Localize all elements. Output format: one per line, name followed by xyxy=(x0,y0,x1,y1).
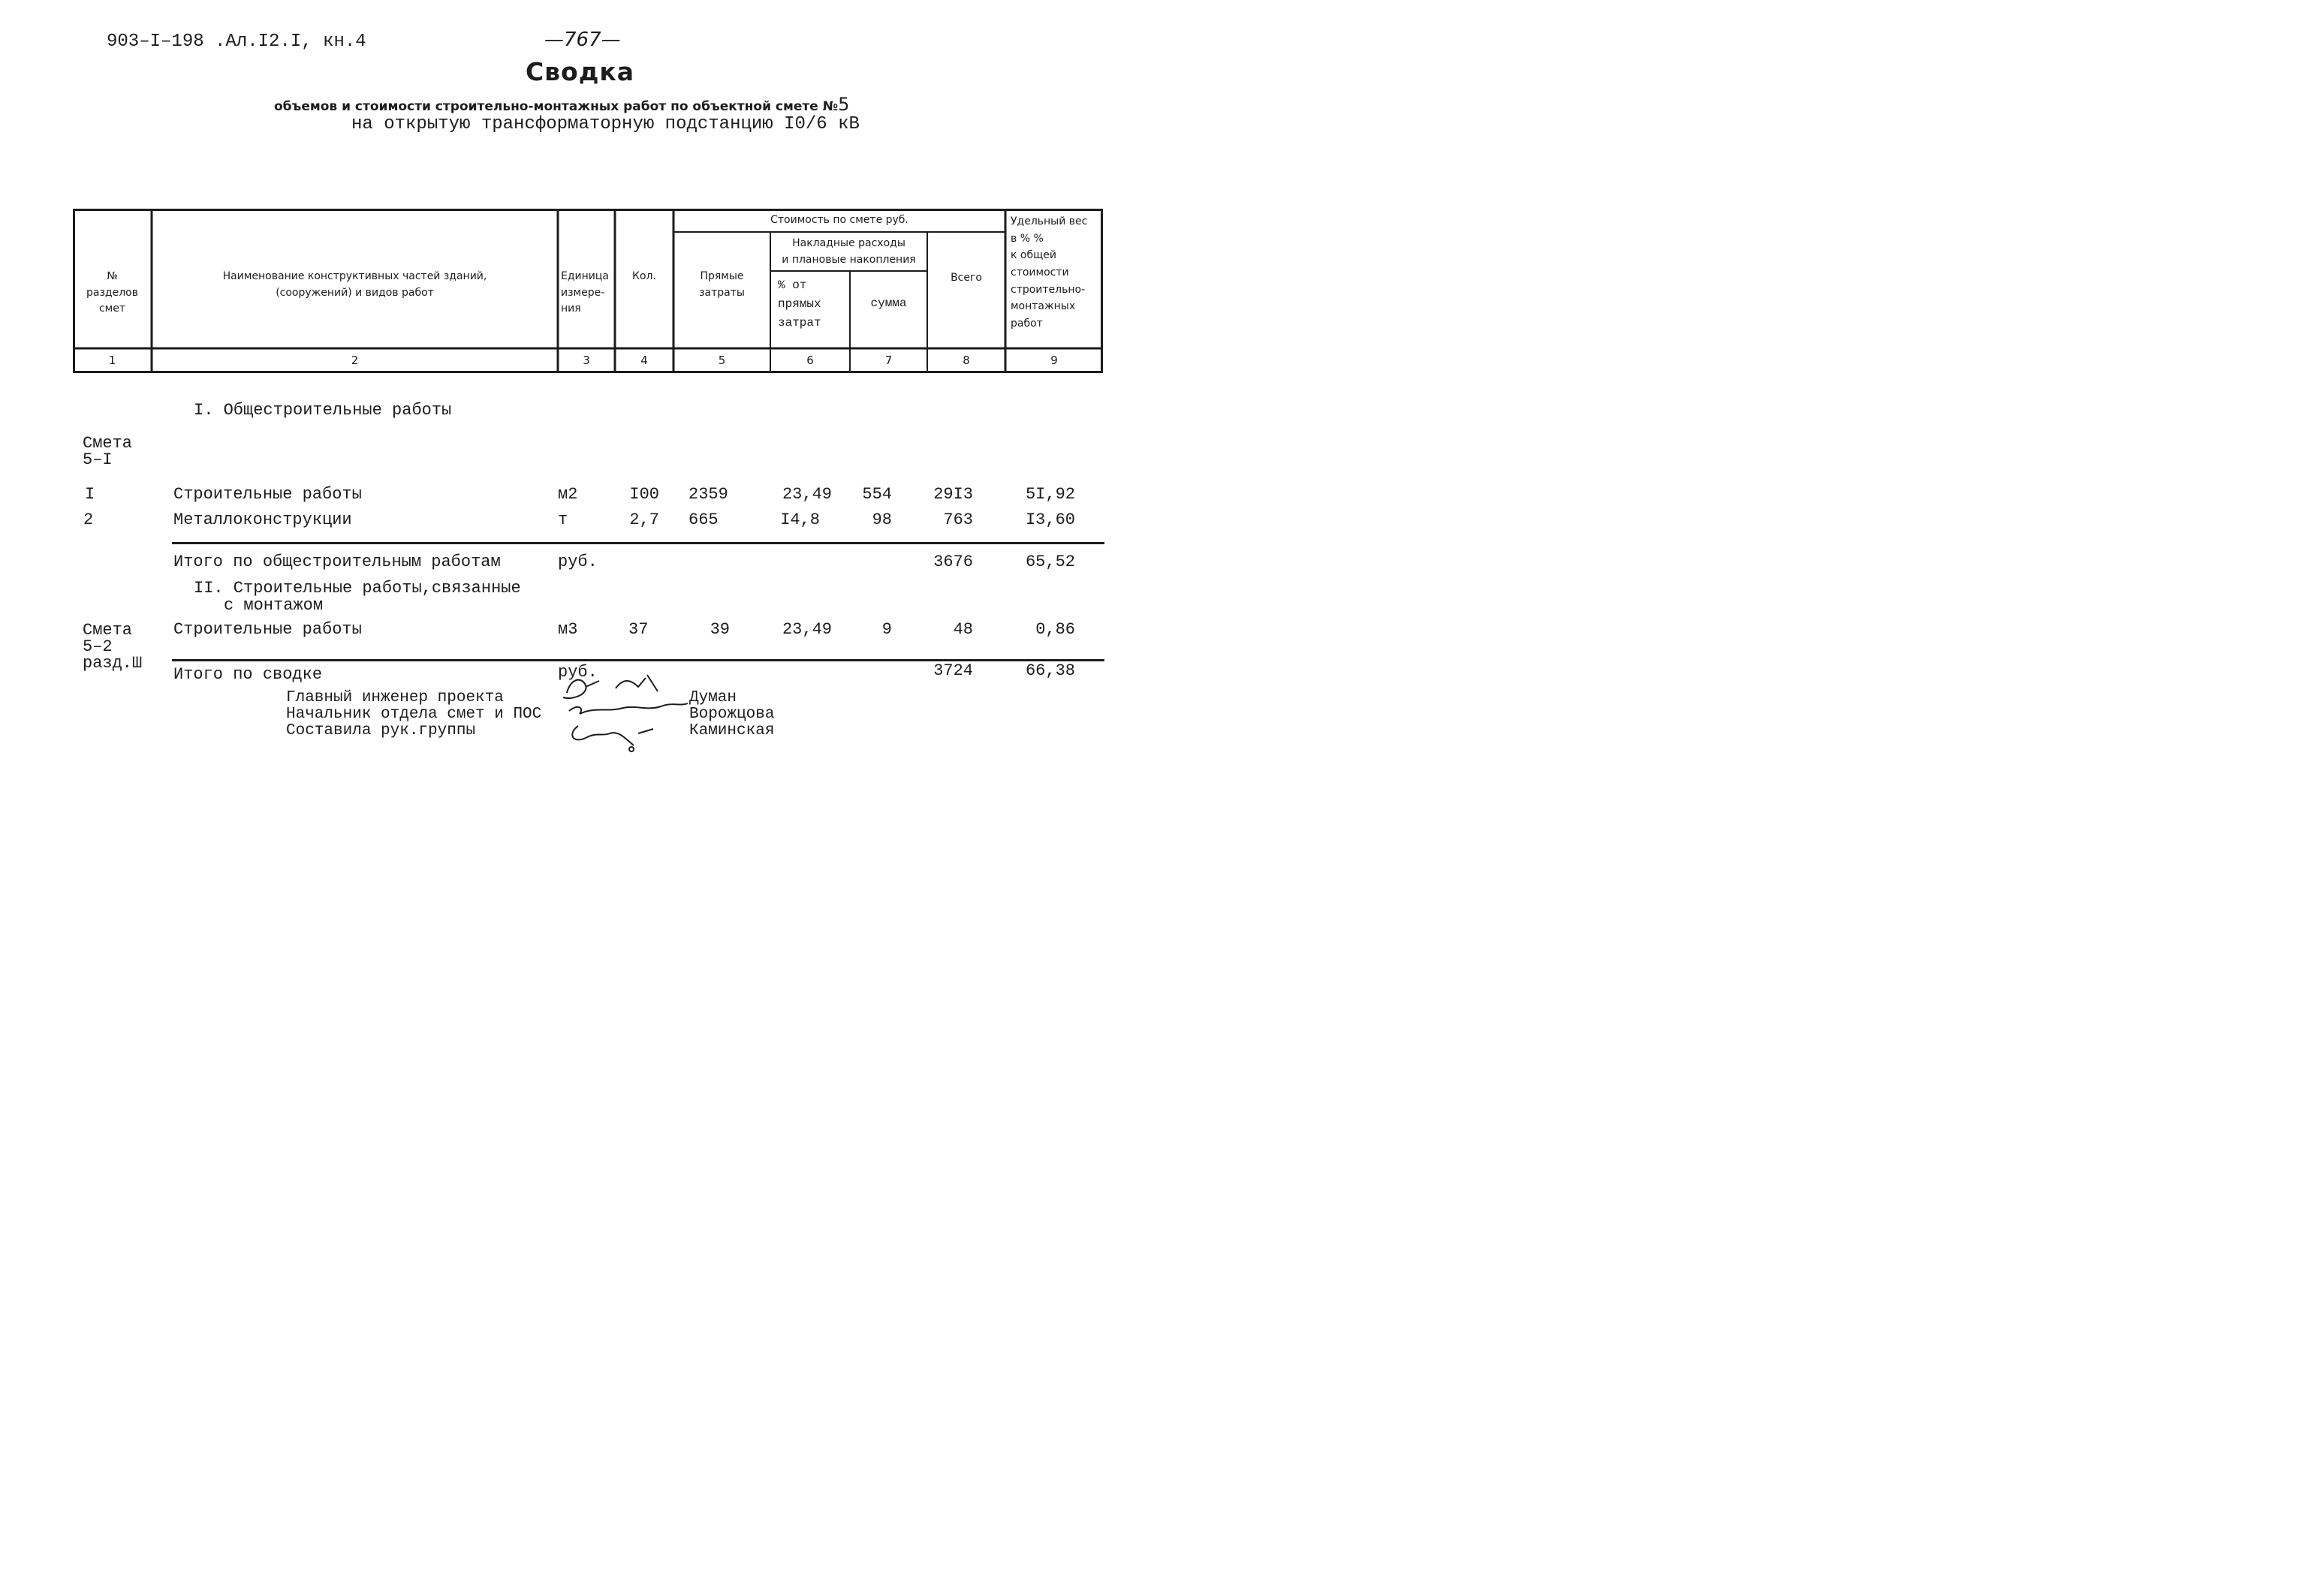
table-header xyxy=(73,209,1103,373)
col6-line: % от xyxy=(778,279,807,292)
row-qty: 2,7 xyxy=(629,510,659,529)
subtitle-text: объемов и стоимости строительно-монтажных работ по объектной смете № xyxy=(274,99,839,114)
row-total: 763 xyxy=(943,510,973,529)
row-total: 29I3 xyxy=(933,485,973,504)
subtitle-line-1 xyxy=(274,94,849,115)
col1-line: разделов xyxy=(86,286,138,299)
col5-line: Прямые xyxy=(700,270,744,282)
col-number: 1 xyxy=(108,354,116,367)
page-number: —767— xyxy=(544,29,621,51)
col9-line: монтажных xyxy=(1011,300,1076,313)
grand-total-unit: руб. xyxy=(558,663,598,682)
signature-role: Составила рук.группы xyxy=(286,722,476,739)
row-direct: 2359 xyxy=(688,485,728,504)
col-header-name xyxy=(152,269,558,301)
col-number: 7 xyxy=(884,354,893,367)
estimate-label-line: разд.Ш xyxy=(83,654,143,673)
grand-total-total: 3724 xyxy=(933,661,973,680)
section-1-title: I. Общестроительные работы xyxy=(194,401,452,420)
row-percent: I4,8 xyxy=(780,510,820,529)
col1-line: смет xyxy=(98,303,126,315)
signature-role: Главный инженер проекта xyxy=(286,689,504,706)
signature-names xyxy=(689,690,774,739)
row-sum: 9 xyxy=(881,620,892,639)
row-unit: м3 xyxy=(558,620,578,639)
col-number: 6 xyxy=(806,354,814,367)
subtotal-unit: руб. xyxy=(558,553,598,571)
col6-line: затрат xyxy=(778,315,821,330)
overhead-line: Накладные расходы xyxy=(792,237,905,249)
row-qty: I00 xyxy=(629,485,659,504)
signature-roles xyxy=(286,690,541,739)
row-no: I xyxy=(85,485,95,504)
estimate-number: 5 xyxy=(838,94,850,115)
col5-line: затраты xyxy=(699,286,745,299)
col-number: 5 xyxy=(718,354,726,367)
col1-line: № xyxy=(107,270,118,282)
page-title: Сводка xyxy=(525,57,635,86)
col-header-qty: Кол. xyxy=(632,270,656,282)
col-number: 3 xyxy=(583,354,590,367)
row-qty: 37 xyxy=(628,620,649,639)
col-header-share xyxy=(1011,213,1102,333)
col3-line: измере- xyxy=(561,286,605,299)
overhead-group-header xyxy=(770,236,927,268)
estimate-label-1 xyxy=(83,435,132,468)
col2-line: Наименование конструктивных частей зданий, xyxy=(222,270,487,282)
estimate-label-line: 5–I xyxy=(83,450,113,469)
row-percent: 23,49 xyxy=(782,485,832,504)
col9-line: Удельный вес xyxy=(1011,215,1088,227)
row-share: I3,60 xyxy=(1025,510,1075,529)
section-2-title-line-2: с монтажом xyxy=(224,596,324,615)
subtotal-rule xyxy=(172,542,1104,544)
col3-line: ния xyxy=(561,303,581,315)
col9-line: работ xyxy=(1011,318,1043,330)
row-unit: т xyxy=(558,510,568,529)
grand-total-name: Итого по сводке xyxy=(173,665,323,684)
col9-line: стоимости xyxy=(1011,267,1069,279)
subtotal-share: 65,52 xyxy=(1025,553,1075,571)
row-name: Строительные работы xyxy=(173,485,362,504)
grand-total-share: 66,38 xyxy=(1025,661,1075,680)
col-number: 9 xyxy=(1050,354,1058,367)
row-unit: м2 xyxy=(558,485,578,504)
handwritten-signatures-icon xyxy=(526,664,698,758)
cost-group-header: Стоимость по смете руб. xyxy=(770,214,908,226)
col-header-direct-costs xyxy=(673,269,770,301)
col3-line: Единица xyxy=(561,270,609,282)
col9-line: в % % xyxy=(1011,232,1044,245)
col-number: 2 xyxy=(351,354,359,367)
row-share: 0,86 xyxy=(1035,620,1075,639)
row-direct: 39 xyxy=(710,620,730,639)
col6-line: прямых xyxy=(778,297,821,311)
signature-name: Думан xyxy=(689,689,737,706)
col-number: 4 xyxy=(640,354,648,367)
subtotal-name: Итого по общестроительным работам xyxy=(173,553,501,571)
section-2-title: II. Строительные работы,связанные xyxy=(194,579,521,598)
row-name: Металлоконструкции xyxy=(173,510,352,529)
subtotal-total: 3676 xyxy=(933,553,973,571)
estimate-label-line: 5–2 xyxy=(83,637,113,656)
estimate-label-2 xyxy=(83,622,142,672)
row-name: Строительные работы xyxy=(173,620,362,639)
col-number: 8 xyxy=(963,354,970,367)
signature-name: Ворожцова xyxy=(689,706,775,723)
row-percent: 23,49 xyxy=(782,620,832,639)
estimate-label-line: Смета xyxy=(83,621,133,640)
row-sum: 554 xyxy=(862,485,892,504)
col-header-sum: сумма xyxy=(870,297,907,310)
col-header-unit xyxy=(561,269,615,318)
row-direct: 665 xyxy=(688,510,719,529)
estimate-label-line: Смета xyxy=(83,434,133,453)
row-no: 2 xyxy=(83,510,94,529)
overhead-line: и плановые накопления xyxy=(782,253,916,266)
row-sum: 98 xyxy=(872,510,892,529)
col9-line: к общей xyxy=(1011,249,1057,262)
col9-line: строительно- xyxy=(1011,283,1086,296)
document-id: 903–I–198 .Ал.I2.I, кн.4 xyxy=(107,32,366,52)
col-header-total: Всего xyxy=(951,272,982,284)
col-header-section-no xyxy=(73,269,152,318)
subtitle-line-2: на открытую трансформаторную подстанцию I0/6 кВ xyxy=(351,114,860,134)
signature-name: Каминская xyxy=(689,722,775,739)
signature-role: Начальник отдела смет и ПОС xyxy=(286,706,542,723)
col-header-percent xyxy=(778,276,850,332)
row-total: 48 xyxy=(953,620,973,639)
row-share: 5I,92 xyxy=(1025,485,1075,504)
col2-line: (сооружений) и видов работ xyxy=(276,286,434,299)
